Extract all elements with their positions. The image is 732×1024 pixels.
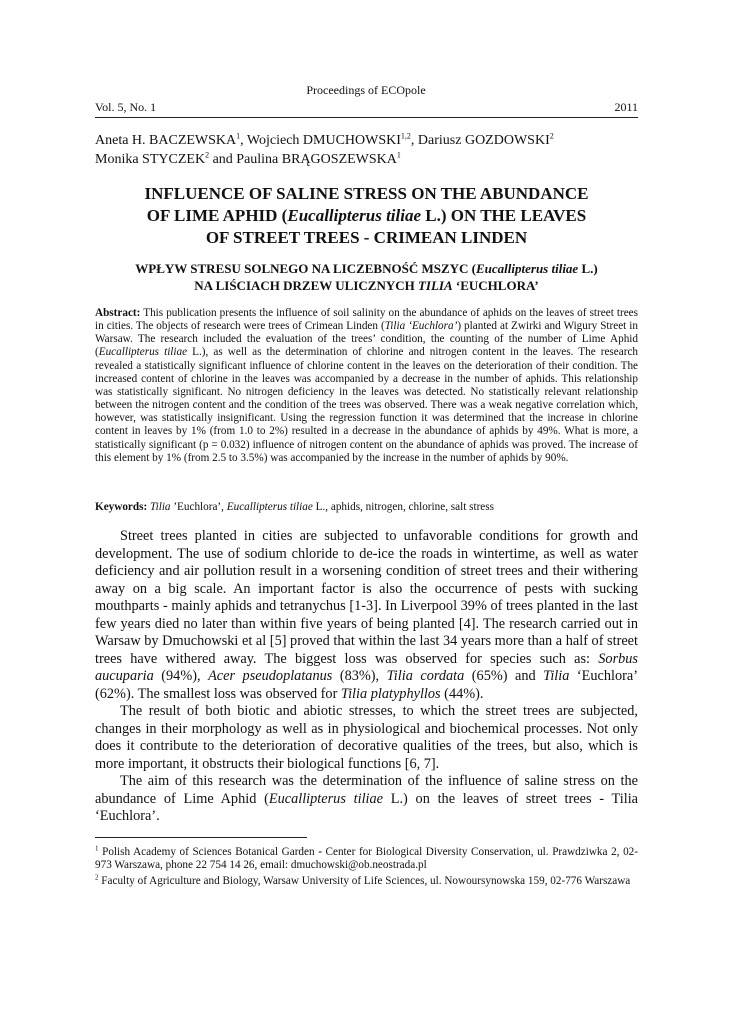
paragraph-text: (83%), <box>332 668 387 684</box>
footnote-divider <box>95 837 307 838</box>
footnote-text: Center for Biological Diversity Conservation, ul. Prawdziwka 2, 02-973 Warszawa, phone 22 754 14 26, email: dmuchowski@ob.neostrada.pl <box>95 846 638 872</box>
footnote <box>95 846 638 873</box>
footnote-mark: 2 <box>95 873 99 882</box>
title-text: NA LIŚCIACH DRZEW ULICZNYCH <box>194 278 418 293</box>
affiliation-mark: 2 <box>205 150 210 160</box>
species-name: Tilia cordata <box>386 668 465 684</box>
species-name: Eucallipterus tiliae <box>287 206 422 225</box>
footnote-text: Polish Academy of Sciences Botanical Garden <box>98 846 319 858</box>
keyword: L., aphids, nitrogen, chlorine, salt stress <box>312 501 494 513</box>
author-name: Wojciech DMUCHOWSKI <box>246 133 401 148</box>
paper-title <box>95 183 638 249</box>
title-text: WPŁYW STRESU SOLNEGO NA LICZEBNOŚĆ MSZYC ( <box>135 261 476 276</box>
publication-year: 2011 <box>614 100 638 114</box>
affiliation-mark: 1 <box>396 150 401 160</box>
species-name: Eucallipterus tiliae <box>98 346 188 359</box>
paragraph-text: The aim of this research was the determination of the influence of saline stress on the abundance of Lime Aphid ( <box>95 773 638 807</box>
abstract-label: Abstract: <box>95 307 141 319</box>
abstract-text: L.), as well as the determination of chlorine and nitrogen content in the leaves. The research revealed a statistically significant influence of chlorine content in the leaves on the deterioration of their condition. The increased content of chlorine in the leaves was accompanied by a decrease in the number of aphids. This relationship was statistically significant. No nitrogen deficiency in the leaves was detected. No statistically relevant relationship between the nitrogen content and the condition of the trees was observed. There was a weak negative correlation which, however, was statistically insignificant. Using the regression function it was determined that the increase in chlorine content in leaves by 1% (from 1.0 to 2%) resulted in a decrease in the abundance of aphids by 49%. What is more, a statistically significant (p = 0.032) influence of nitrogen content on the abundance of aphids was proved. The increase of this element by 1% (from 2.5 to 3.5%) was accompanied by the increase in the number of aphids by 90%. <box>95 346 639 464</box>
paragraph-text: Street trees planted in cities are subjected to unfavorable conditions for growth and development. The use of sodium chloride to de-ice the roads in wintertime, as well as water deficiency and air pollution result in a worsening condition of street trees and their withering away on a big scale. An important factor is also the occurrence of pests with sucking mouthparts - mainly aphids and tetranychus [1-3]. In Liverpool 39% of trees planted in the last few years died no later than within five years of being planted [4]. The research carried out in Warsaw by Dmuchowski et al [5] proved that within the last 34 years more than a half of street trees have withered away. The biggest loss was observed for species such as: <box>95 528 638 667</box>
author-list <box>95 131 638 169</box>
keyword: Tilia <box>150 501 171 513</box>
paragraph <box>95 773 638 826</box>
paper-title-polish <box>95 260 638 294</box>
title-text: L.) <box>578 261 598 276</box>
abstract-text: This publication presents the influence of soil salinity on the abundance of aphids on the leaves of street trees in cities. The objects of research were trees of Crimean Linden ( <box>95 307 638 333</box>
author-separator: , <box>410 133 418 148</box>
title-text: ‘EUCHLORA’ <box>452 278 539 293</box>
title-line: INFLUENCE OF SALINE STRESS ON THE ABUNDANCE <box>144 184 589 203</box>
footnote-mark: 1 <box>95 844 99 853</box>
keywords <box>95 500 638 514</box>
title-line: OF STREET TREES - CRIMEAN LINDEN <box>205 228 528 247</box>
running-head: Proceedings of ECOpole <box>306 83 426 97</box>
body-text <box>95 528 638 826</box>
species-name: Eucallipterus tiliae <box>268 790 384 807</box>
abstract <box>95 307 638 465</box>
keyword: Eucallipterus tiliae <box>226 501 313 513</box>
paragraph-text: ‘Euchlora’ (62%). The smallest loss was observed for <box>95 668 639 702</box>
species-name: Tilia ‘Euchlora’ <box>384 320 458 333</box>
keywords-label: Keywords: <box>95 501 148 513</box>
author-name: Monika STYCZEK <box>95 152 206 167</box>
author-conjunction: and <box>212 152 233 167</box>
species-name: Tilia <box>543 668 570 684</box>
paragraph-text: L.) on the leaves of street trees - Tilia ‘Euchlora’. <box>95 790 639 824</box>
title-text: L.) ON THE LEAVES <box>421 206 587 225</box>
species-name: Acer pseudoplatanus <box>208 668 333 684</box>
affiliation-mark: 2 <box>549 131 554 141</box>
abstract-text: ) planted at Zwirki and Wigury Street in Warsaw. The research included the evaluation of the trees’ condition, the counting of the number of Lime Aphid ( <box>95 320 638 359</box>
author-name: Aneta H. BACZEWSKA <box>95 133 237 148</box>
paragraph-text: (65%) and <box>464 668 544 684</box>
title-text: OF LIME APHID ( <box>146 206 288 225</box>
species-name: Tilia platyphyllos <box>340 685 441 702</box>
author-name: Paulina BRĄGOSZEWSKA <box>236 152 397 167</box>
footnote <box>95 875 638 888</box>
paragraph <box>95 528 638 703</box>
affiliation-mark: 1 <box>236 131 241 141</box>
volume-number: Vol. 5, No. 1 <box>95 100 157 114</box>
paragraph: The result of both biotic and abiotic stresses, to which the street trees are subjected, changes in their morphology as well as in physiological and biochemical processes. Not only does it contribute to the deterioration of decorative qualities of the trees, but also, which is more important, it obstructs their biological functions [6, 7]. <box>95 703 638 772</box>
affiliation-mark: 1,2 <box>400 131 411 141</box>
species-name: Sorbus aucuparia <box>95 650 638 684</box>
volume-line <box>95 100 638 118</box>
species-name: Eucallipterus tiliae <box>476 261 579 276</box>
footnote-text: - <box>318 846 322 858</box>
paragraph-text: (44%). <box>440 685 484 702</box>
footnotes <box>95 846 638 890</box>
author-separator: , <box>240 133 247 148</box>
keyword: ’Euchlora’, <box>170 501 227 513</box>
genus-name: TILIA <box>417 278 453 293</box>
paragraph-text: (94%), <box>153 668 209 684</box>
footnote-text: Faculty of Agriculture and Biology, Warsaw University of Life Sciences, ul. Nowoursynowska 159, 02-776 Warszawa <box>98 874 631 887</box>
author-name: Dariusz GOZDOWSKI <box>417 133 550 148</box>
